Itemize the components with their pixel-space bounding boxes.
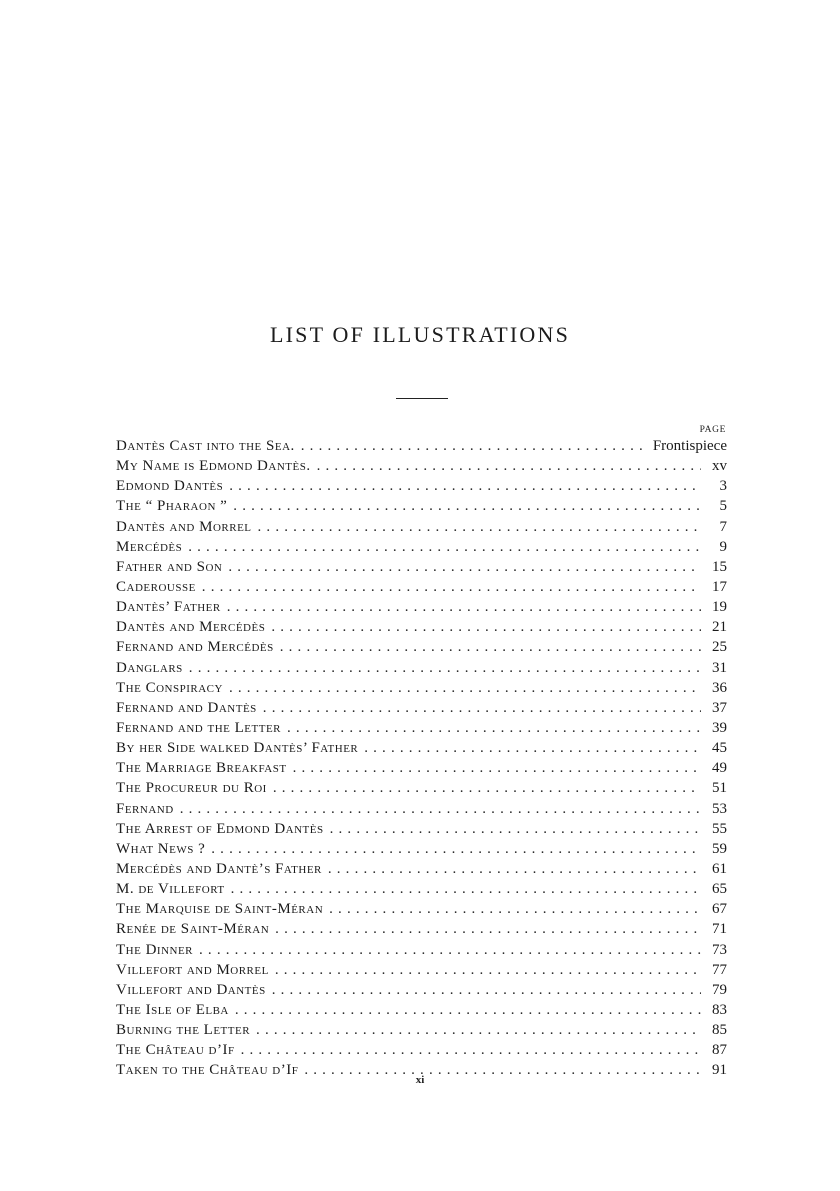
dot-leader [233, 496, 701, 516]
entry-title: By her Side walked Dantès’ Father [116, 740, 359, 757]
dot-leader [293, 758, 701, 778]
dot-leader [227, 597, 701, 617]
entry-title: My Name is Edmond Dantès. [116, 458, 311, 475]
list-item [116, 577, 727, 597]
list-item [116, 678, 727, 698]
page-title: LIST OF ILLUSTRATIONS [269, 322, 571, 347]
entry-page: 71 [712, 921, 727, 938]
entry-title: Edmond Dantès [116, 478, 224, 495]
entry-title: Mercédès [116, 538, 183, 555]
entry-title: Father and Son [116, 558, 223, 575]
dot-leader [273, 778, 701, 798]
entry-title: M. de Villefort [116, 881, 225, 898]
dot-leader [228, 557, 701, 577]
entry-title: The Marriage Breakfast [116, 760, 287, 777]
list-item [116, 758, 727, 778]
entry-page: 77 [712, 961, 727, 978]
entry-title: What News ? [116, 840, 206, 857]
entry-page: 79 [712, 981, 727, 998]
illustrations-list [116, 436, 727, 1081]
list-item [116, 980, 727, 1000]
entry-page: 3 [719, 478, 727, 495]
dot-leader [272, 980, 701, 1000]
entry-title: Renée de Saint-Méran [116, 921, 270, 938]
dot-leader [188, 537, 701, 557]
dot-leader [263, 698, 701, 718]
list-item [116, 658, 727, 678]
entry-title: Danglars [116, 659, 183, 676]
entry-title: Caderousse [116, 578, 196, 595]
entry-page: 65 [712, 881, 727, 898]
entry-page: Frontispiece [652, 438, 727, 454]
dot-leader [275, 960, 701, 980]
list-item [116, 839, 727, 859]
list-item [116, 879, 727, 899]
entry-page: 51 [712, 780, 727, 797]
entry-page: 55 [712, 820, 727, 837]
dot-leader [241, 1040, 701, 1060]
dot-leader [301, 436, 647, 456]
list-item [116, 557, 727, 577]
entry-title: Fernand and Dantès [116, 699, 257, 716]
entry-title: Taken to the Château d’If [116, 1062, 299, 1079]
entry-page: 87 [712, 1042, 727, 1059]
entry-title: Burning the Letter [116, 1022, 251, 1039]
dot-leader [199, 940, 701, 960]
entry-page: 59 [712, 840, 727, 857]
dot-leader [364, 738, 701, 758]
dot-leader [231, 879, 701, 899]
dot-leader [211, 839, 701, 859]
entry-title: The Procureur du Roi [116, 780, 267, 797]
entry-title: Villefort and Dantès [116, 981, 266, 998]
list-item [116, 940, 727, 960]
entry-page: 85 [712, 1022, 727, 1039]
list-item [116, 1040, 727, 1060]
entry-page: 37 [712, 699, 727, 716]
list-item [116, 859, 727, 879]
list-item [116, 617, 727, 637]
dot-leader [280, 637, 701, 657]
entry-page: 19 [712, 599, 727, 616]
entry-title: Villefort and Morrel [116, 961, 269, 978]
entry-page: 39 [712, 719, 727, 736]
dot-leader [229, 678, 701, 698]
dot-leader [271, 617, 701, 637]
dot-leader [258, 517, 701, 537]
entry-page: 45 [712, 740, 727, 757]
list-item [116, 1020, 727, 1040]
entry-page: 67 [712, 901, 727, 918]
entry-page: 83 [712, 1001, 727, 1018]
list-item [116, 799, 727, 819]
dot-leader [275, 919, 701, 939]
entry-title: Dantès’ Father [116, 599, 221, 616]
page-number: xi [415, 1074, 425, 1086]
entry-title: The Marquise de Saint-Méran [116, 901, 324, 918]
entry-title: Dantès and Mercédès [116, 619, 266, 636]
dot-leader [235, 1000, 701, 1020]
entry-page: 53 [712, 800, 727, 817]
entry-page: 15 [712, 558, 727, 575]
list-item [116, 496, 727, 516]
entry-title: The Arrest of Edmond Dantès [116, 820, 324, 837]
list-item [116, 1000, 727, 1020]
entry-title: Fernand and Mercédès [116, 639, 274, 656]
list-item [116, 919, 727, 939]
dot-leader [202, 577, 701, 597]
entry-title: Fernand [116, 800, 174, 817]
entry-page: 31 [712, 659, 727, 676]
title-divider [396, 398, 448, 399]
dot-leader [329, 899, 701, 919]
entry-title: Fernand and the Letter [116, 719, 282, 736]
entry-page: 9 [719, 538, 727, 555]
list-item [116, 738, 727, 758]
entry-title: The Conspiracy [116, 679, 223, 696]
list-item [116, 456, 727, 476]
dot-leader [330, 819, 701, 839]
entry-title: Dantès and Morrel [116, 518, 252, 535]
list-item [116, 899, 727, 919]
list-item [116, 537, 727, 557]
list-item [116, 718, 727, 738]
entry-page: 61 [712, 860, 727, 877]
list-item [116, 436, 727, 456]
entry-page: 7 [719, 518, 727, 535]
dot-leader [180, 799, 701, 819]
entry-page: 21 [712, 619, 727, 636]
entry-page: 25 [712, 639, 727, 656]
entry-title: The Dinner [116, 941, 194, 958]
dot-leader [287, 718, 701, 738]
entry-page: 91 [712, 1062, 727, 1079]
page-column-label: PAGE [699, 425, 726, 435]
dot-leader [229, 476, 701, 496]
list-item [116, 637, 727, 657]
dot-leader [256, 1020, 701, 1040]
dot-leader [189, 658, 701, 678]
entry-page: 36 [712, 679, 727, 696]
entry-page: xv [712, 458, 727, 475]
dot-leader [317, 456, 701, 476]
entry-title: The Isle of Elba [116, 1001, 229, 1018]
dot-leader [328, 859, 701, 879]
entry-page: 17 [712, 578, 727, 595]
list-item [116, 597, 727, 617]
entry-title: The Château d’If [116, 1042, 235, 1059]
entry-page: 73 [712, 941, 727, 958]
list-item [116, 476, 727, 496]
entry-page: 5 [719, 498, 727, 515]
list-item [116, 960, 727, 980]
entry-title: Mercédès and Dantè’s Father [116, 860, 322, 877]
entry-page: 49 [712, 760, 727, 777]
entry-title: The “ Pharaon ” [116, 498, 228, 515]
list-item [116, 517, 727, 537]
list-item [116, 698, 727, 718]
list-item [116, 819, 727, 839]
entry-title: Dantès Cast into the Sea. [116, 438, 295, 454]
list-item [116, 778, 727, 798]
